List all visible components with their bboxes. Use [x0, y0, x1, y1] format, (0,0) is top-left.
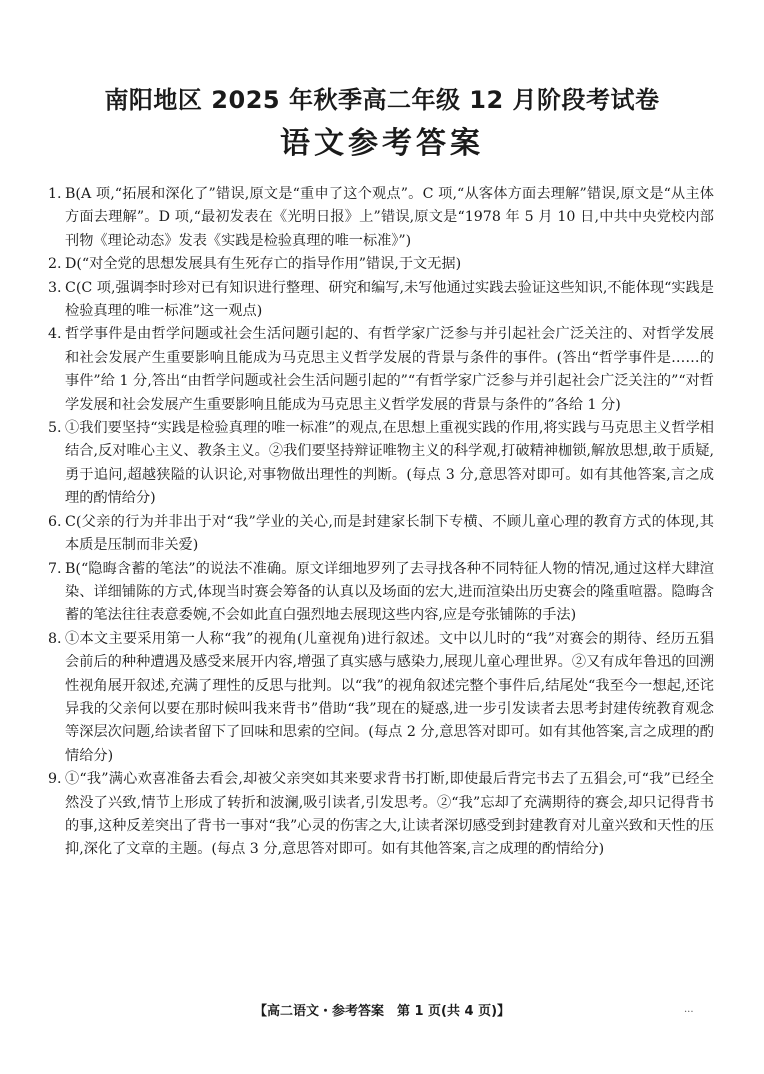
answer-text: D(“对全党的思想发展具有生死存亡的指导作用”错误,于文无据)	[65, 256, 462, 273]
answer-item-8	[48, 628, 714, 768]
answer-text: B(“隐晦含蓄的笔法”的说法不准确。原文详细地罗列了去寻找各种不同特征人物的情况,通过这样大肆渲染、详细铺陈的方式,体现当时赛会筹备的认真以及场面的宏大,进而渲染出历史赛会的隆重喧嚣。隐晦含蓄的笔法往往表意委婉,不会如此直白强烈地去展现这些内容,应是夸张铺陈的手法)	[65, 560, 714, 624]
answer-item-4	[48, 323, 714, 417]
answer-text: ①我们要坚持“实践是检验真理的唯一标准”的观点,在思想上重视实践的作用,将实践与马克思主义哲学相结合,反对唯心主义、教条主义。②我们要坚持辩证唯物主义的科学观,打破精神枷锁,解放思想,敢于质疑,勇于追问,超越狭隘的认识论,对事物做出理性的判断。(每点 3 分,意思答对即可。如有其他答案,言之成理的酌情给分)	[65, 420, 714, 507]
answer-text: 哲学事件是由哲学问题或社会生活问题引起的、有哲学家广泛参与并引起社会广泛关注的、对哲学发展和社会发展产生重要影响且能成为马克思主义哲学发展的背景与条件的事件。(答出“哲学事件是……的事件”给 1 分,答出“由哲学问题或社会生活问题引起的”“有哲学家广泛参与并引起社会广泛关注的”“对哲学发展和社会发展产生重要影响且能成为马克思主义哲学发展的背景与条件的”各给 1 分)	[65, 326, 714, 413]
answer-list	[48, 183, 714, 862]
answer-number: 1.	[48, 186, 62, 202]
answer-number: 2.	[48, 256, 62, 273]
answer-number: 6.	[48, 513, 62, 530]
footer-mark: ...	[684, 1004, 694, 1015]
answer-text: C(父亲的行为并非出于对“我”学业的关心,而是封建家长制下专横、不顾儿童心理的教育方式的体现,其本质是压制而非关爱)	[65, 513, 714, 554]
answer-item-7	[48, 558, 714, 628]
answer-item-5	[48, 417, 714, 511]
answer-number: 5.	[48, 420, 62, 437]
answer-number: 4.	[48, 326, 62, 343]
answer-item-6	[48, 511, 714, 558]
answer-item-2	[48, 253, 714, 276]
answer-number: 9.	[48, 771, 62, 788]
answer-number: 3.	[48, 279, 62, 296]
answer-item-9	[48, 768, 714, 862]
answer-key-title: 语文参考答案	[280, 126, 484, 161]
page-footer: 【高二语文・参考答案 第 1 页(共 4 页)】	[253, 1004, 511, 1019]
answer-text: B(A 项,“拓展和深化了”错误,原文是“重申了这个观点”。C 项,“从客体方面去理解”错误,原文是“从主体方面去理解”。D 项,“最初发表在《光明日报》上”错误,原文是“1978 年 5 月 10 日,中共中央党校内部刊物《理论动态》发表《实践是检验真理的唯一标准》”)	[65, 186, 714, 249]
answer-text: ①本文主要采用第一人称“我”的视角(儿童视角)进行叙述。文中以儿时的“我”对赛会的期待、经历五猖会前后的种种遭遇及感受来展开内容,增强了真实感与感染力,展现儿童心理世界。②又有成年鲁迅的回溯性视角展开叙述,充满了理性的反思与批判。以“我”的视角叙述完整个事件后,结尾处“我至今一想起,还诧异我的父亲何以要在那时候叫我来背书”借助“我”现在的疑惑,进一步引发读者去思考封建传统教育观念等深层次问题,给读者留下了回味和思索的空间。(每点 2 分,意思答对即可。如有其他答案,言之成理的酌情给分)	[65, 630, 714, 764]
answer-text: ①“我”满心欢喜准备去看会,却被父亲突如其来要求背书打断,即使最后背完书去了五猖会,可“我”已经全然没了兴致,情节上形成了转折和波澜,吸引读者,引发思考。②“我”忘却了充满期待的赛会,却只记得背书的事,这种反差突出了背书一事对“我”心灵的伤害之大,让读者深切感受到封建教育对儿童兴致和天性的压抑,深化了文章的主题。(每点 3 分,意思答对即可。如有其他答案,言之成理的酌情给分)	[65, 771, 714, 858]
answer-number: 8.	[48, 630, 62, 647]
answer-item-3	[48, 277, 714, 324]
answer-item-1	[48, 183, 714, 253]
exam-title: 南阳地区 2025 年秋季高二年级 12 月阶段考试卷	[104, 86, 660, 114]
answer-text: C(C 项,强调李时珍对已有知识进行整理、研究和编写,未写他通过实践去验证这些知识,不能体现“实践是检验真理的唯一标准”这一观点)	[65, 279, 714, 320]
answer-number: 7.	[48, 560, 62, 577]
